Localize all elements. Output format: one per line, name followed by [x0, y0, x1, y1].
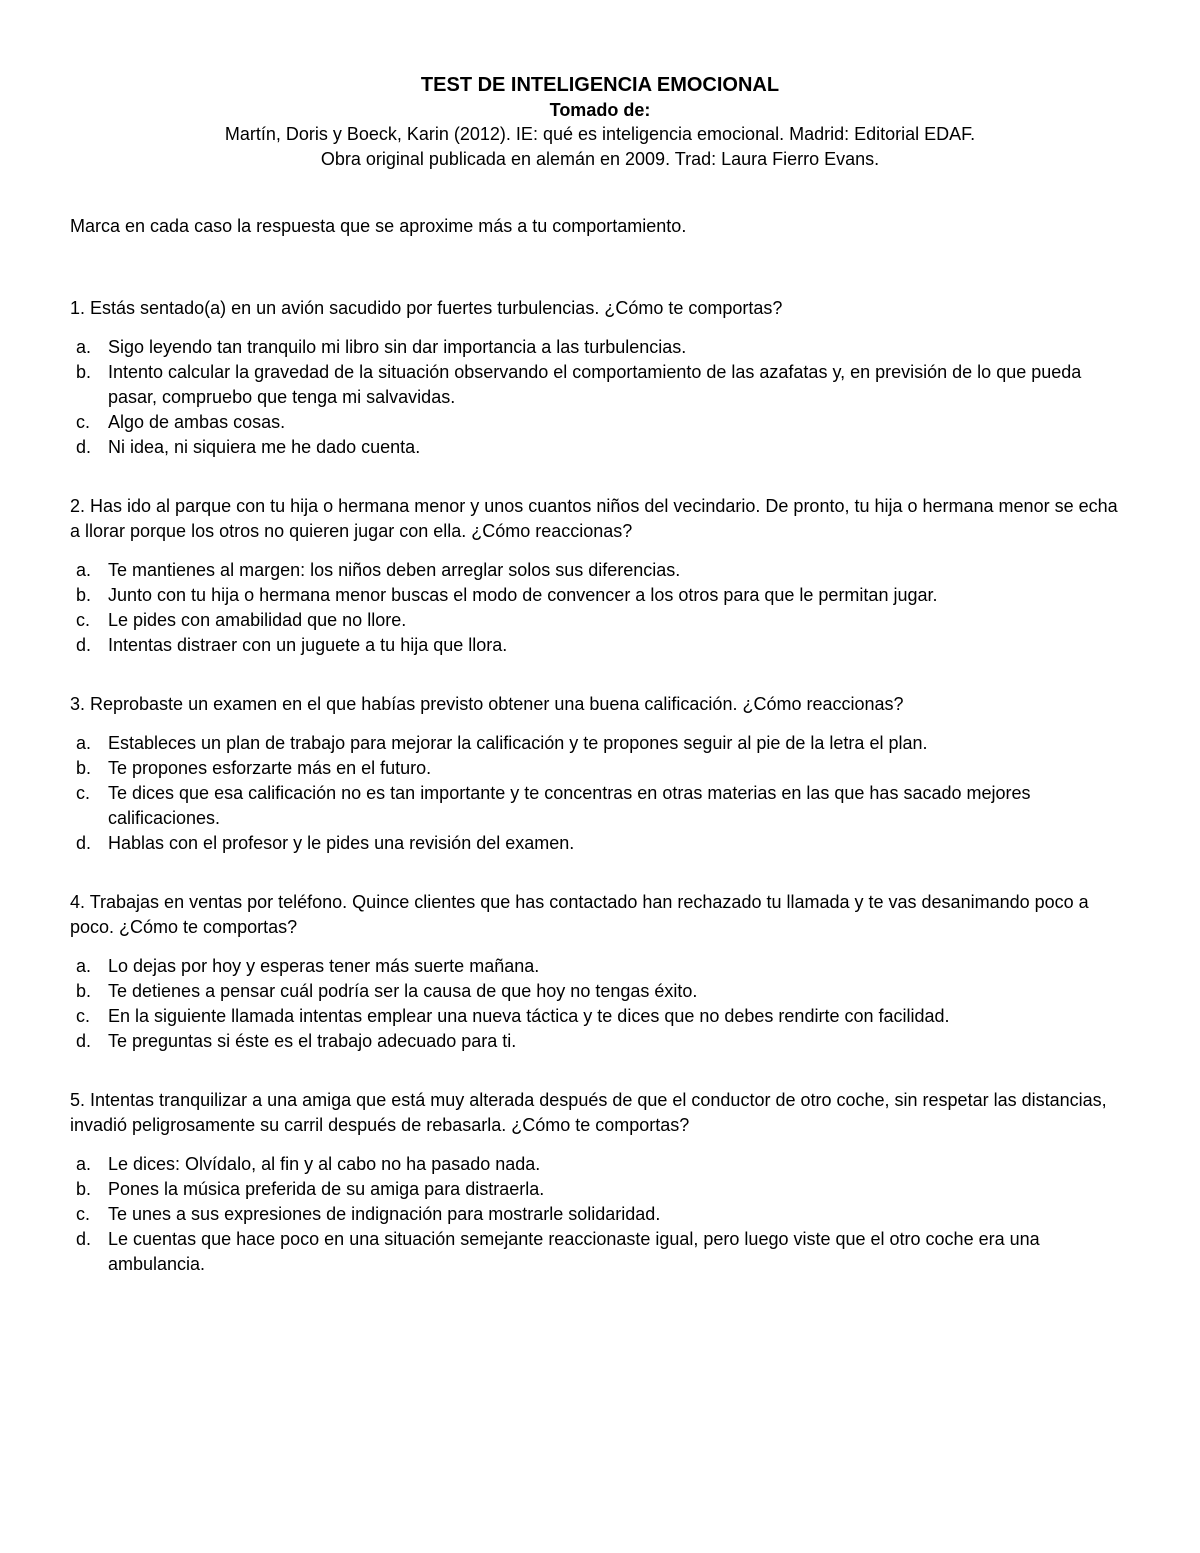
- option-letter: c.: [76, 610, 91, 630]
- answer-option: [70, 1177, 1130, 1202]
- answer-option: [70, 410, 1130, 435]
- option-letter: d.: [76, 635, 92, 655]
- answer-option: [70, 731, 1130, 756]
- option-letter: b.: [76, 758, 92, 778]
- answer-option: [70, 756, 1130, 781]
- option-text: Te mantienes al margen: los niños deben arreglar solos sus diferencias.: [108, 560, 681, 580]
- option-letter: d.: [76, 437, 92, 457]
- question-5: [70, 1088, 1130, 1277]
- answer-option: [70, 831, 1130, 856]
- answer-option: [70, 360, 1130, 410]
- option-letter: b.: [76, 585, 92, 605]
- option-text: Ni idea, ni siquiera me he dado cuenta.: [108, 437, 421, 457]
- answer-option: [70, 633, 1130, 658]
- option-text: Junto con tu hija o hermana menor buscas el modo de convencer a los otros para que le permitan jugar.: [108, 585, 938, 605]
- option-text: Intentas distraer con un juguete a tu hija que llora.: [108, 635, 508, 655]
- question-text: 4. Trabajas en ventas por teléfono. Quince clientes que has contactado han rechazado tu llamada y te vas desanimando poco a poco. ¿Cómo te comportas?: [70, 892, 1089, 937]
- answer-options: [70, 1152, 1130, 1277]
- option-text: Le dices: Olvídalo, al fin y al cabo no ha pasado nada.: [108, 1154, 541, 1174]
- option-text: Te dices que esa calificación no es tan importante y te concentras en otras materias en las que has sacado mejores calificaciones.: [108, 783, 1031, 828]
- answer-option: [70, 1029, 1130, 1054]
- option-letter: a.: [76, 1154, 92, 1174]
- option-text: Algo de ambas cosas.: [108, 412, 286, 432]
- option-letter: a.: [76, 560, 92, 580]
- answer-option: [70, 558, 1130, 583]
- option-letter: b.: [76, 362, 92, 382]
- answer-option: [70, 1004, 1130, 1029]
- answer-option: [70, 583, 1130, 608]
- option-letter: c.: [76, 783, 91, 803]
- answer-option: [70, 335, 1130, 360]
- answer-option: [70, 1202, 1130, 1227]
- answer-options: [70, 335, 1130, 460]
- answer-option: [70, 435, 1130, 460]
- answer-option: [70, 608, 1130, 633]
- option-text: Te preguntas si éste es el trabajo adecuado para ti.: [108, 1031, 517, 1051]
- option-letter: c.: [76, 1204, 91, 1224]
- question-text: 1. Estás sentado(a) en un avión sacudido por fuertes turbulencias. ¿Cómo te comportas?: [70, 298, 783, 318]
- option-text: Estableces un plan de trabajo para mejorar la calificación y te propones seguir al pie de la letra el plan.: [108, 733, 928, 753]
- questions-list: [70, 296, 1130, 1277]
- citation-line-2: Obra original publicada en alemán en 2009. Trad: Laura Fierro Evans.: [320, 149, 880, 169]
- answer-option: [70, 781, 1130, 831]
- option-text: Te propones esforzarte más en el futuro.: [108, 758, 432, 778]
- option-letter: b.: [76, 981, 92, 1001]
- question-3: [70, 692, 1130, 856]
- answer-options: [70, 731, 1130, 856]
- page-title: TEST DE INTELIGENCIA EMOCIONAL: [420, 74, 780, 96]
- option-text: Hablas con el profesor y le pides una revisión del examen.: [108, 833, 575, 853]
- answer-option: [70, 954, 1130, 979]
- option-text: Sigo leyendo tan tranquilo mi libro sin dar importancia a las turbulencias.: [108, 337, 687, 357]
- question-text: 2. Has ido al parque con tu hija o hermana menor y unos cuantos niños del vecindario. De pronto, tu hija o hermana menor se echa a llorar porque los otros no quieren jugar con ella. ¿Cómo reaccionas?: [70, 496, 1118, 541]
- option-text: Te unes a sus expresiones de indignación para mostrarle solidaridad.: [108, 1204, 661, 1224]
- option-letter: b.: [76, 1179, 92, 1199]
- instruction-text: Marca en cada caso la respuesta que se aproxime más a tu comportamiento.: [70, 216, 687, 236]
- option-letter: d.: [76, 1229, 92, 1249]
- answer-option: [70, 1152, 1130, 1177]
- question-text: 3. Reprobaste un examen en el que habías previsto obtener una buena calificación. ¿Cómo reaccionas?: [70, 694, 904, 714]
- option-text: Te detienes a pensar cuál podría ser la causa de que hoy no tengas éxito.: [108, 981, 698, 1001]
- option-text: Le pides con amabilidad que no llore.: [108, 610, 407, 630]
- option-letter: d.: [76, 1031, 92, 1051]
- option-letter: d.: [76, 833, 92, 853]
- option-letter: a.: [76, 337, 92, 357]
- option-text: Pones la música preferida de su amiga para distraerla.: [108, 1179, 545, 1199]
- source-label: Tomado de:: [549, 100, 651, 120]
- option-text: Le cuentas que hace poco en una situación semejante reaccionaste igual, pero luego viste que el otro coche era una ambulancia.: [108, 1229, 1040, 1274]
- option-text: Lo dejas por hoy y esperas tener más suerte mañana.: [108, 956, 540, 976]
- option-letter: c.: [76, 412, 91, 432]
- option-text: Intento calcular la gravedad de la situación observando el comportamiento de las azafatas y, en previsión de lo que pueda pasar, compruebo que tenga mi salvavidas.: [108, 362, 1082, 407]
- document-header: [70, 72, 1130, 172]
- option-letter: a.: [76, 733, 92, 753]
- option-letter: a.: [76, 956, 92, 976]
- answer-option: [70, 979, 1130, 1004]
- question-1: [70, 296, 1130, 460]
- question-2: [70, 494, 1130, 658]
- answer-option: [70, 1227, 1130, 1277]
- question-4: [70, 890, 1130, 1054]
- answer-options: [70, 954, 1130, 1054]
- answer-options: [70, 558, 1130, 658]
- option-letter: c.: [76, 1006, 91, 1026]
- question-text: 5. Intentas tranquilizar a una amiga que está muy alterada después de que el conductor de otro coche, sin respetar las distancias, invadió peligrosamente su carril después de rebasarla. ¿Cómo te comportas?: [70, 1090, 1107, 1135]
- option-text: En la siguiente llamada intentas emplear una nueva táctica y te dices que no debes rendirte con facilidad.: [108, 1006, 950, 1026]
- citation-line-1: Martín, Doris y Boeck, Karin (2012). IE: qué es inteligencia emocional. Madrid: Editorial EDAF.: [224, 124, 976, 144]
